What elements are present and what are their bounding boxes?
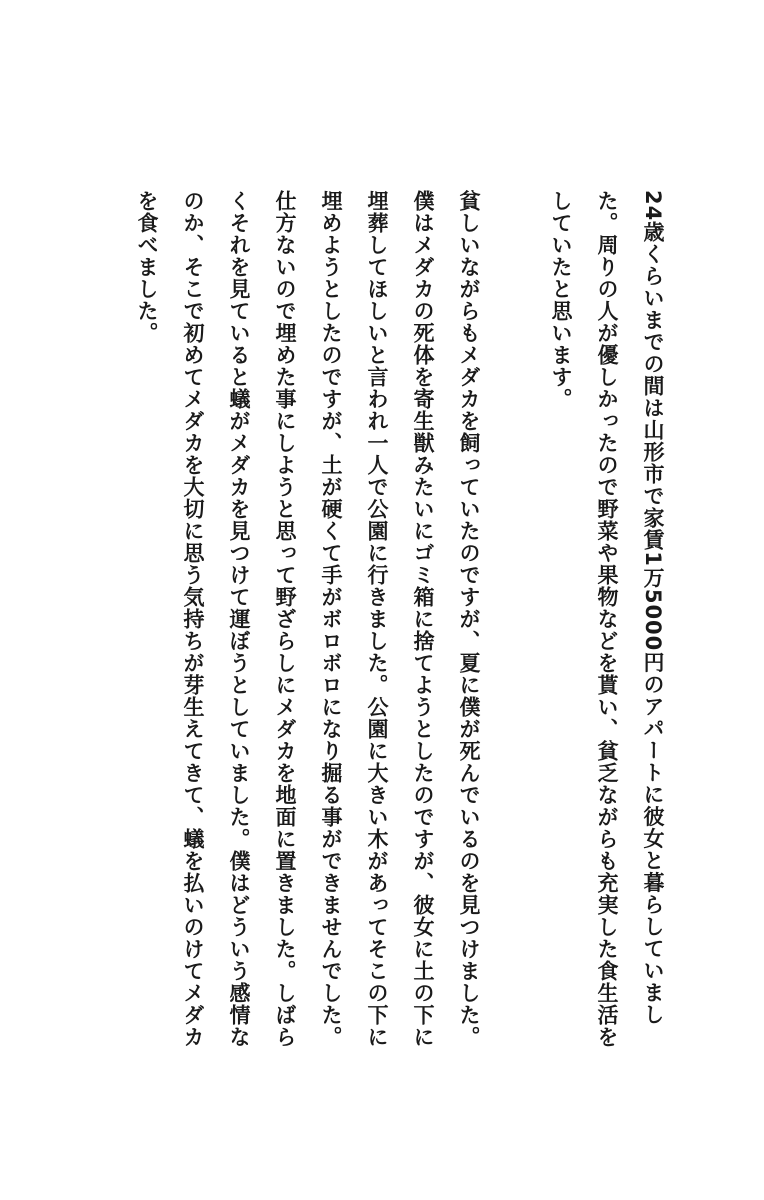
paragraph-2: 貧しいながらもメダカを飼っていたのですが、夏に僕が死んでいるのを見つけました。僕はメダカの死体を寄生獣みたいにゴミ箱に捨てようとしたのですが、彼女に土の下に埋葬してほしいと言われ一人で公園に行きました。公園に大きい木があってそこの下に埋めようとしたのですが、土が硬くて手がボロボロになり掘る事ができませんでした。仕方ないので埋めた事にしようと思って野ざらしにメダカを地面に置きました。しばらくそれを見ていると蟻がメダカを見つけて運ぼうとしていました。僕はどういう感情なのか、そこで初めてメダカを大切に思う気持ちが芽生えてきて、蟻を払いのけてメダカを食べました。 [135,190,481,1048]
vertical-text-block [124,190,676,1050]
paragraph-1: 24歳くらいまでの間は山形市で家賃1万5000円のアパートに彼女と暮らしていました。周りの人が優しかったので野菜や果物などを貰い、貧乏ながらも充実した食生活をしていたと思います。 [549,190,665,1048]
paragraph-gap [492,190,538,1050]
